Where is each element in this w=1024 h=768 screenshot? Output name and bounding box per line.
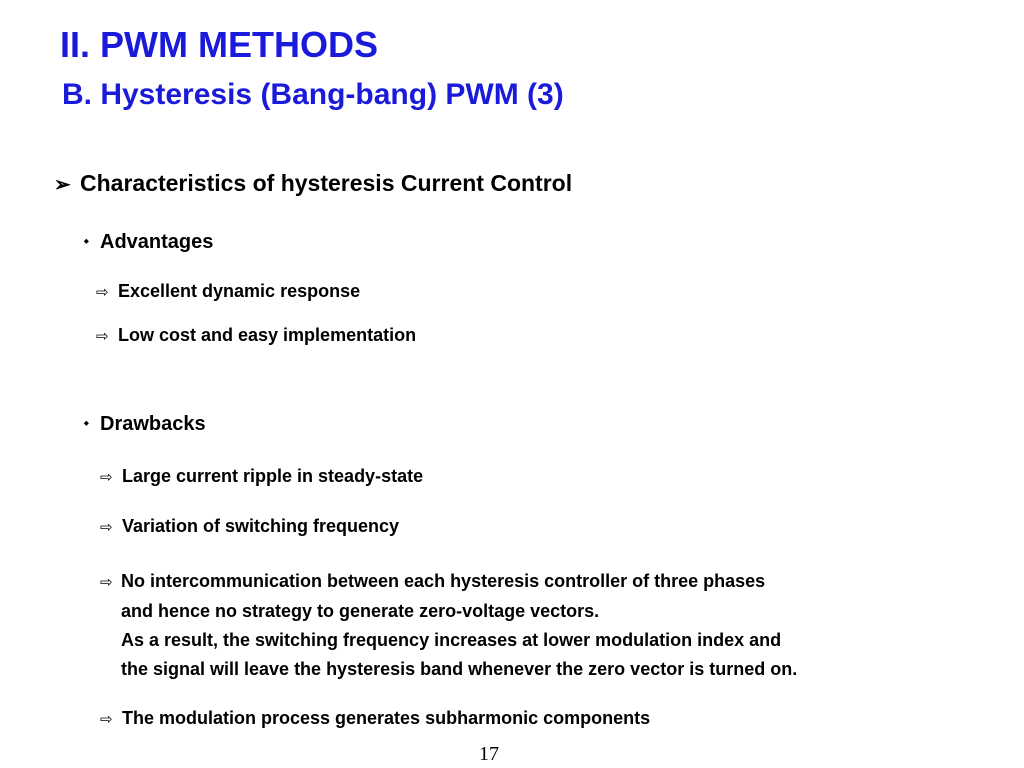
drawback-long-line — [100, 567, 797, 597]
drawback-long-line-text: No intercommunication between each hysteresis controller of three phases — [121, 571, 766, 591]
drawbacks-heading — [84, 411, 206, 436]
advantages-label: Advantages — [100, 231, 214, 253]
drawback-long-line: and hence no strategy to generate zero-voltage vectors. — [121, 601, 600, 621]
drawback-item — [100, 707, 650, 731]
drawback-item-text: Large current ripple in steady-state — [122, 466, 424, 486]
outline-arrow-bullet-icon: ⇨ — [100, 711, 113, 728]
outline-arrow-bullet-icon: ⇨ — [96, 284, 109, 301]
drawback-item-text: The modulation process generates subharmonic components — [122, 708, 651, 728]
slide-subtitle: B. Hysteresis (Bang-bang) PWM (3) — [62, 78, 564, 111]
advantage-item — [96, 324, 416, 348]
section-heading — [54, 169, 572, 199]
advantages-heading — [84, 229, 213, 254]
outline-arrow-bullet-icon: ⇨ — [100, 574, 113, 591]
drawback-item — [100, 465, 423, 489]
diamond-bullet-icon: ⬩ — [84, 415, 89, 430]
advantage-item — [96, 280, 360, 304]
drawbacks-label: Drawbacks — [100, 413, 206, 435]
advantage-item-text: Excellent dynamic response — [118, 281, 361, 301]
drawback-item-long — [100, 567, 797, 684]
arrowhead-bullet-icon: ➢ — [54, 174, 71, 196]
section-heading-text: Characteristics of hysteresis Current Control — [80, 170, 573, 196]
slide-title: II. PWM METHODS — [60, 24, 378, 65]
drawback-long-line: the signal will leave the hysteresis band whenever the zero vector is turned on. — [121, 659, 798, 679]
drawback-item-text: Variation of switching frequency — [122, 516, 400, 536]
advantage-item-text: Low cost and easy implementation — [118, 325, 417, 345]
outline-arrow-bullet-icon: ⇨ — [100, 519, 113, 536]
drawback-long-line: As a result, the switching frequency increases at lower modulation index and — [121, 630, 782, 650]
drawback-item — [100, 515, 399, 539]
page-number: 17 — [479, 743, 499, 765]
outline-arrow-bullet-icon: ⇨ — [96, 328, 109, 345]
diamond-bullet-icon: ⬩ — [84, 233, 89, 248]
outline-arrow-bullet-icon: ⇨ — [100, 469, 113, 486]
